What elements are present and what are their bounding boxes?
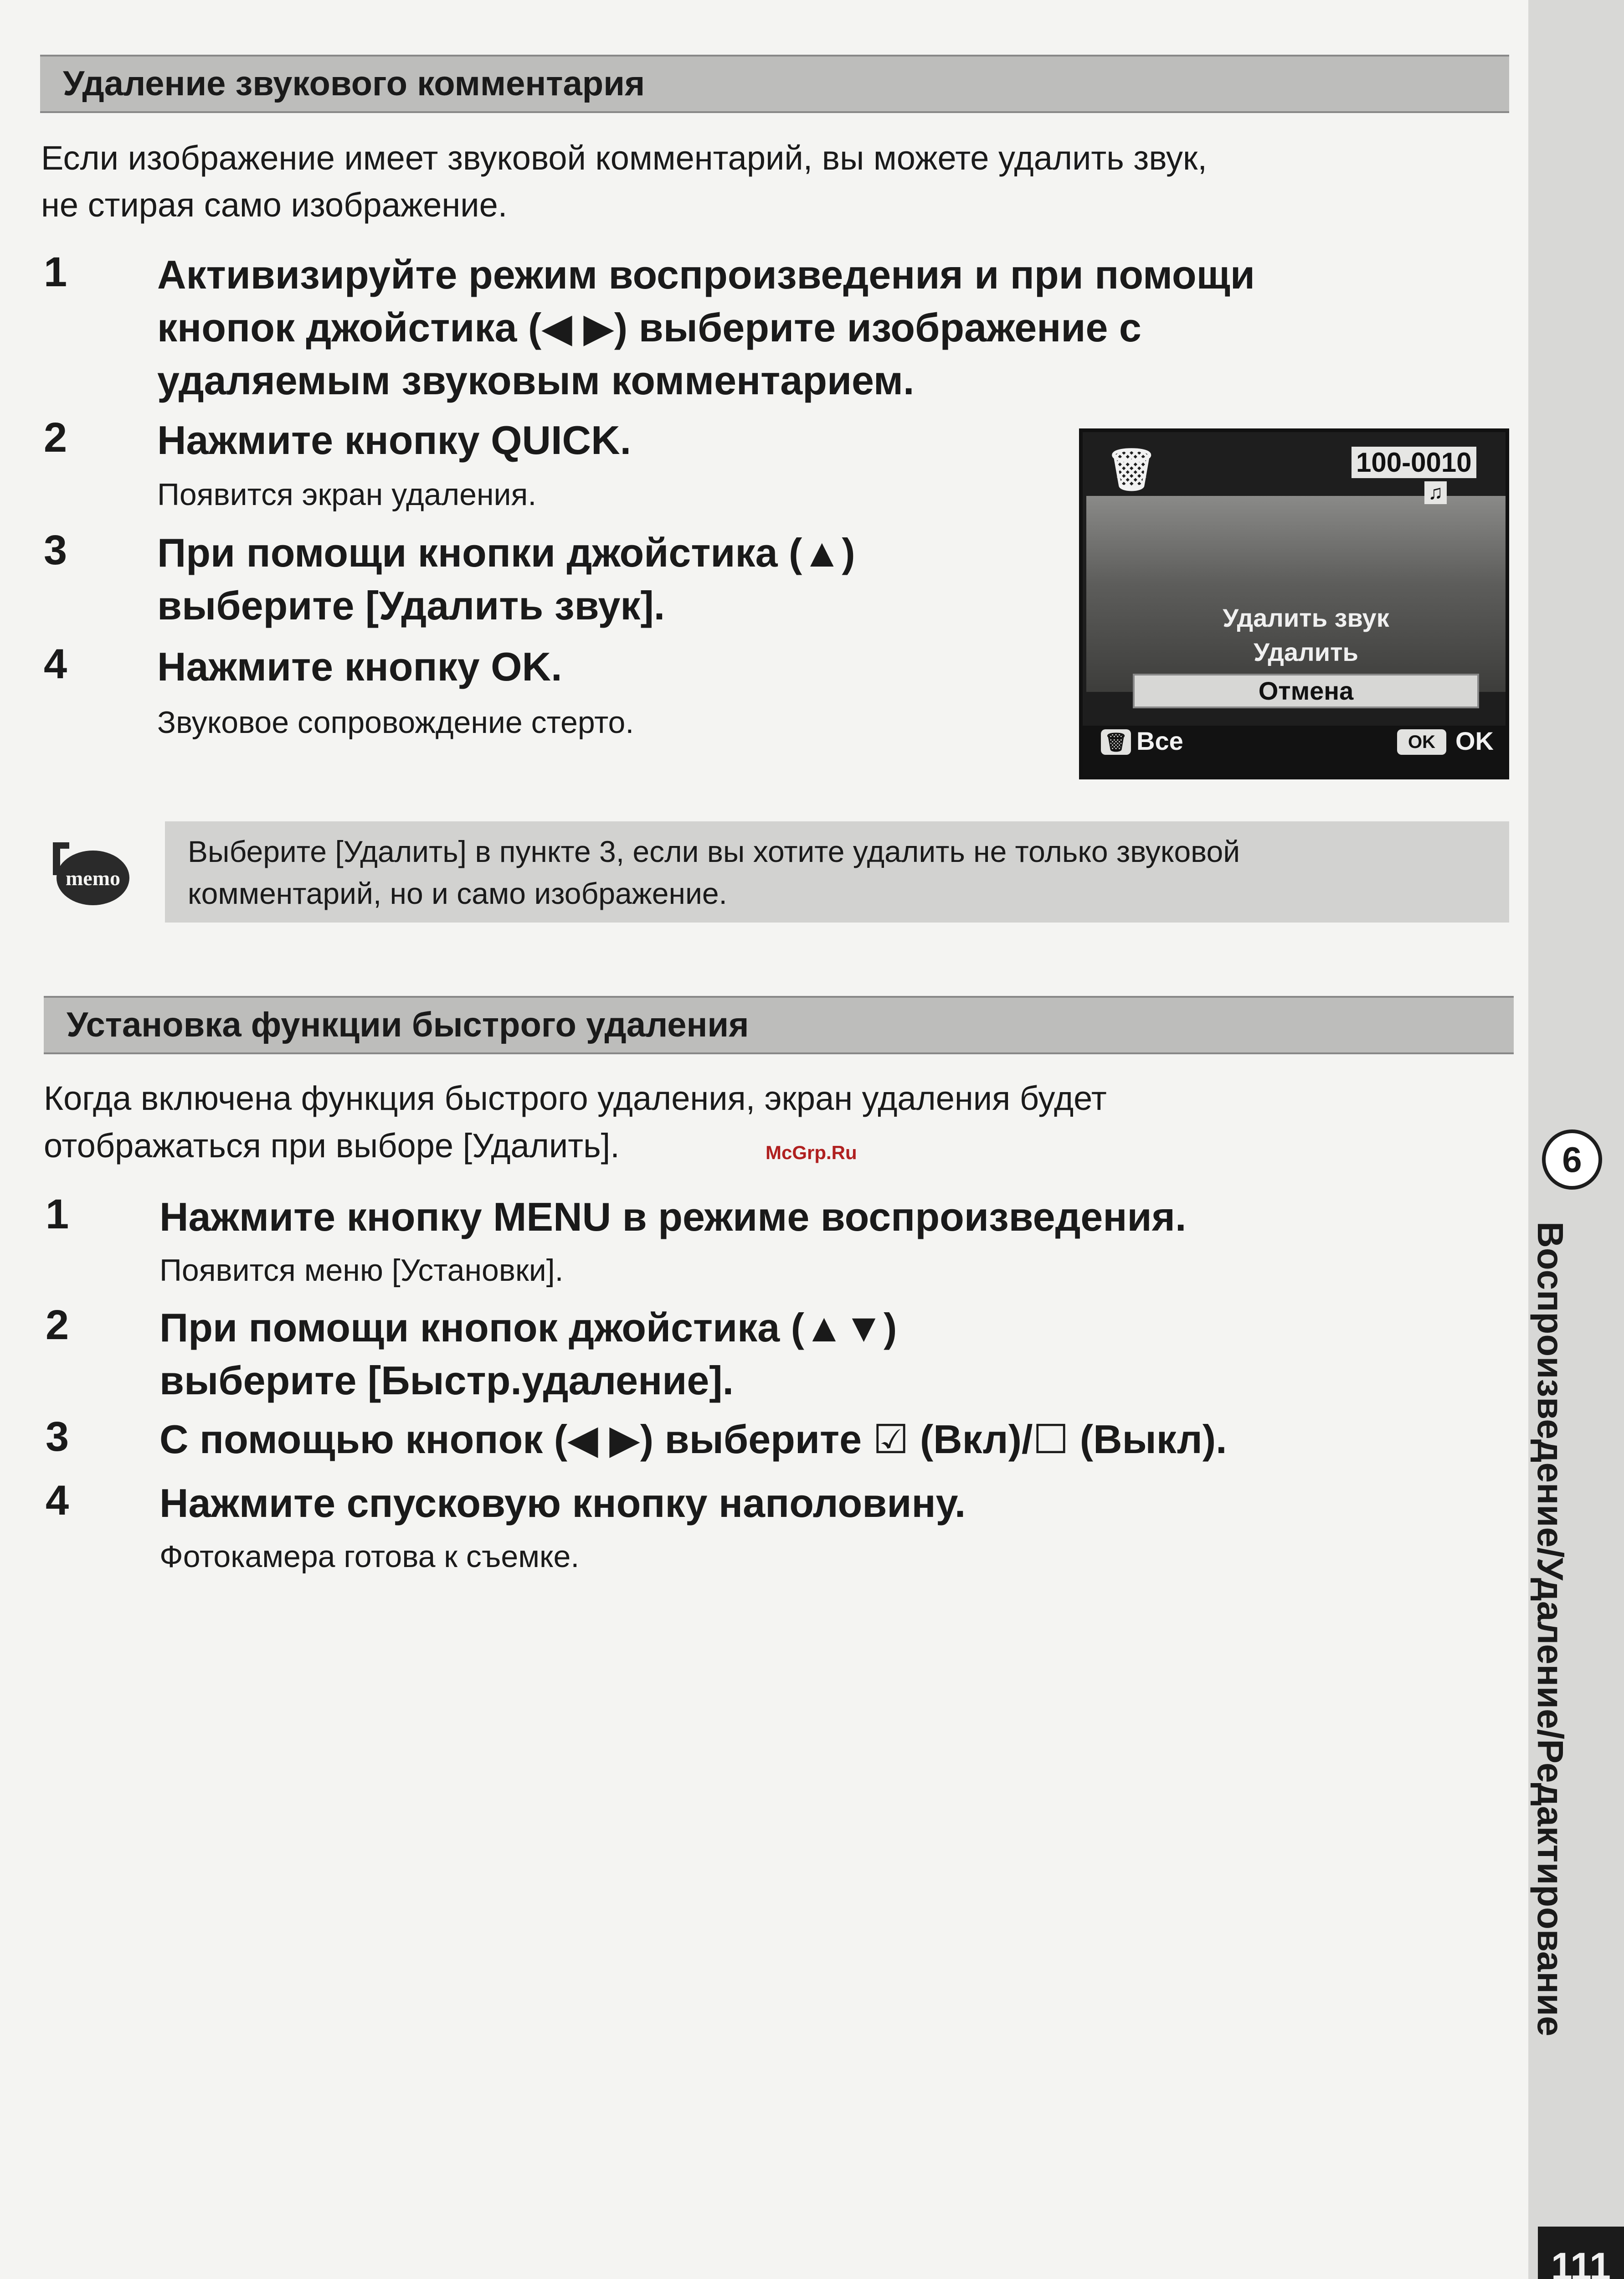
step-description: Фотокамера готова к съемке. xyxy=(159,1539,580,1574)
file-number: 100-0010 xyxy=(1352,447,1476,478)
camera-delete-screen xyxy=(1079,428,1509,779)
step-title-line: Нажмите спусковую кнопку наполовину. xyxy=(159,1480,966,1526)
memo-text-line2: комментарий, но и само изображение. xyxy=(188,877,727,910)
section1-intro-line1: Если изображение имеет звуковой комментарий, вы можете удалить звук, xyxy=(41,139,1207,177)
sound-memo-icon: ♫ xyxy=(1424,481,1447,504)
step-number: 4 xyxy=(44,641,67,687)
watermark: McGrp.Ru xyxy=(766,1142,857,1163)
step-title-line: С помощью кнопок (◀ ▶) выберите ☑ (Вкл)/☐ (Выкл). xyxy=(159,1417,1227,1462)
camera-menu-item: Удалить xyxy=(1254,638,1358,666)
step-title-line: выберите [Быстр.удаление]. xyxy=(159,1358,734,1403)
section2-intro-line2: отображаться при выборе [Удалить]. xyxy=(44,1127,620,1165)
step-description: Появится меню [Установки]. xyxy=(159,1253,564,1288)
memo-text-line1: Выберите [Удалить] в пункте 3, если вы хотите удалить не только звуковой xyxy=(188,835,1240,868)
step-title-line: Нажмите кнопку OK. xyxy=(157,644,562,689)
step-title-line: При помощи кнопок джойстика (▲▼) xyxy=(159,1305,897,1350)
step-number: 1 xyxy=(44,249,67,295)
step-number: 2 xyxy=(44,414,67,461)
chapter-title: Воспроизведение/Удаление/Редактирование xyxy=(1530,1222,1571,2037)
chapter-number-badge: 6 xyxy=(1542,1129,1602,1190)
memo-note xyxy=(165,821,1509,923)
trash-button-icon: 🗑 xyxy=(1101,729,1131,755)
step-title-line: Активизируйте режим воспроизведения и при помощи xyxy=(157,252,1255,297)
step-number: 1 xyxy=(46,1191,69,1237)
section-header-delete-sound: Удаление звукового комментария xyxy=(40,55,1509,113)
memo-icon-label: memo xyxy=(65,866,121,890)
step-title-line: кнопок джойстика (◀ ▶) выберите изображение с xyxy=(157,305,1141,350)
step-title-line: Нажмите кнопку MENU в режиме воспроизведения. xyxy=(159,1194,1187,1239)
camera-ok-label: OK xyxy=(1455,727,1494,755)
camera-all-label: Все xyxy=(1136,727,1183,755)
step-number: 2 xyxy=(46,1302,69,1348)
page-number: 111 xyxy=(1538,2227,1624,2279)
memo-icon xyxy=(47,838,134,911)
step-title-line: удаляемым звуковым комментарием. xyxy=(157,358,915,403)
step-title-line: выберите [Удалить звук]. xyxy=(157,583,665,628)
step-number: 3 xyxy=(44,527,67,573)
step-title-line: При помощи кнопки джойстика (▲) xyxy=(157,530,855,575)
section-header-quick-delete: Установка функции быстрого удаления xyxy=(44,996,1514,1054)
camera-menu-item: Удалить звук xyxy=(1223,603,1389,632)
section1-intro-line2: не стирая само изображение. xyxy=(41,186,508,224)
step-title-line: Нажмите кнопку QUICK. xyxy=(157,418,632,463)
step-description: Появится экран удаления. xyxy=(157,477,537,512)
ok-button-icon: OK xyxy=(1397,729,1446,755)
camera-menu-item-selected: Отмена xyxy=(1258,676,1354,705)
trash-icon: 🗑 xyxy=(1105,447,1158,493)
section2-intro-line1: Когда включена функция быстрого удаления, экран удаления будет xyxy=(44,1079,1107,1117)
step-description: Звуковое сопровождение стерто. xyxy=(157,705,634,740)
step-number: 4 xyxy=(46,1477,69,1524)
step-number: 3 xyxy=(46,1413,69,1460)
